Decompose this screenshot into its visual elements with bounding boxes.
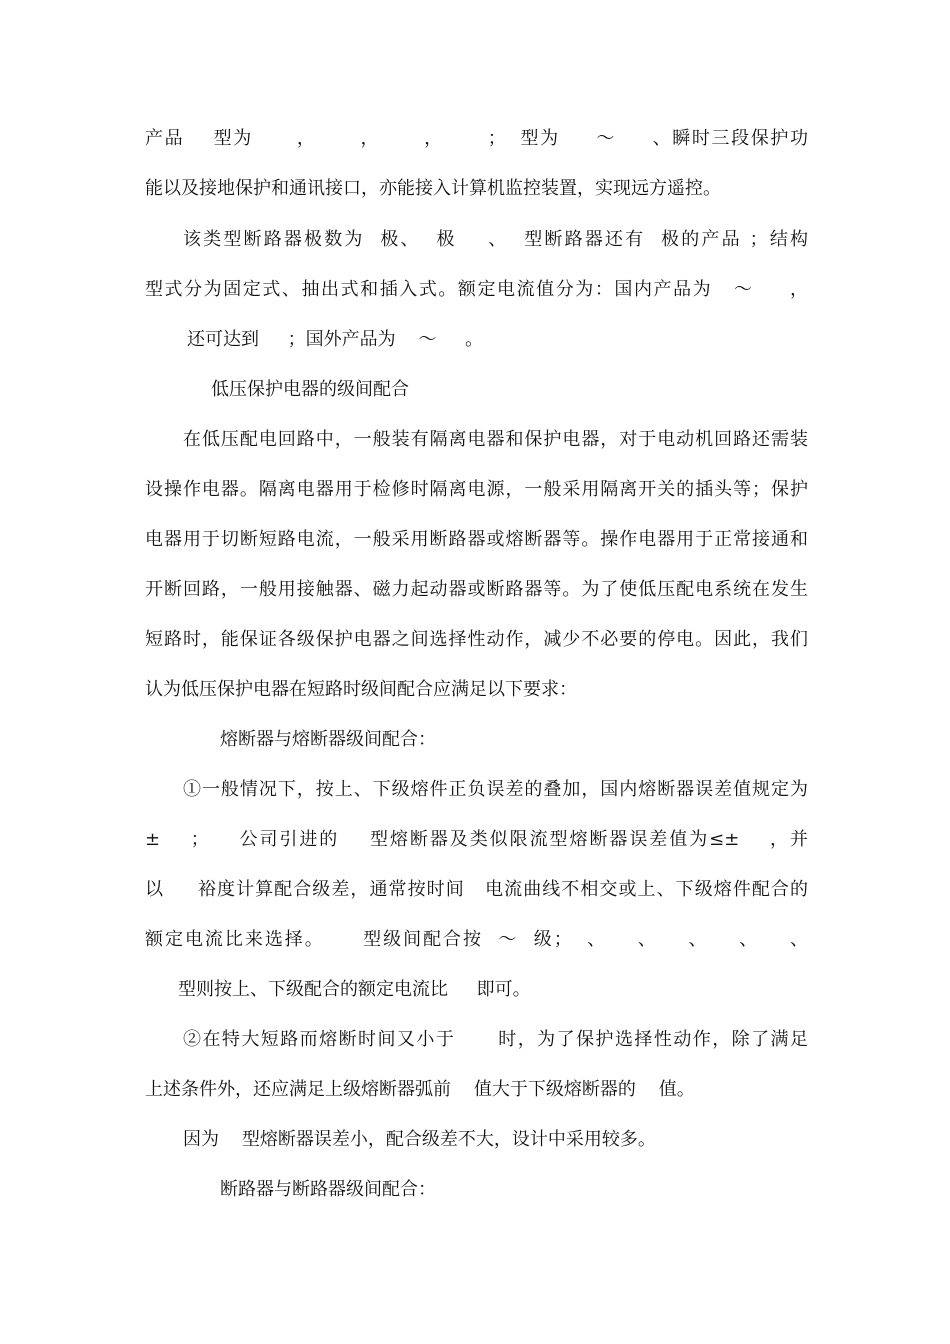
subsection-heading: 断路器与断路器级间配合： (220, 1179, 436, 1200)
paragraph-line: ②在特大短路而熔断时间又小于 时，为了保护选择性动作，除了满足 (183, 1029, 808, 1050)
paragraph-line: 产品 型为 ， ， ， ； 型为 ～ 、瞬时三段保护功 (145, 128, 808, 149)
paragraph-line: 能以及接地保护和通讯接口，亦能接入计算机监控装置，实现远方遥控。 (145, 178, 721, 199)
paragraph-line: 还可达到 ；国外产品为 ～ 。 (187, 329, 484, 350)
paragraph-line: 上述条件外，还应满足上级熔断器弧前 值大于下级熔断器的 值。 (145, 1079, 695, 1100)
paragraph-line: 设操作电器。隔离电器用于检修时隔离电源，一般采用隔离开关的插头等；保护 (145, 479, 808, 500)
paragraph-line: 型式分为固定式、抽出式和插入式。额定电流值分为：国内产品为 ～ ， (145, 279, 808, 300)
paragraph-line: 开断回路，一般用接触器、磁力起动器或断路器等。为了使低压配电系统在发生 (145, 579, 808, 600)
paragraph-line: 电器用于切断短路电流，一般采用断路器或熔断器等。操作电器用于正常接通和 (145, 529, 808, 550)
paragraph-line: 该类型断路器极数为 极、 极 、 型断路器还有 极的产品 ；结构 (183, 229, 808, 250)
section-heading: 低压保护电器的级间配合 (211, 379, 409, 400)
paragraph-line: 以 裕度计算配合级差，通常按时间 电流曲线不相交或上、下级熔件配合的 (145, 879, 808, 900)
paragraph-line: ①一般情况下，按上、下级熔件正负误差的叠加，国内熔断器误差值规定为 (183, 779, 808, 800)
paragraph-line: 型则按上、下级配合的额定电流比 即可。 (178, 979, 531, 1000)
subsection-heading: 熔断器与熔断器级间配合： (220, 729, 436, 750)
paragraph-line: 因为 型熔断器误差小，配合级差不大，设计中采用较多。 (183, 1129, 656, 1150)
paragraph-line: 短路时，能保证各级保护电器之间选择性动作，减少不必要的停电。因此，我们 (145, 629, 808, 650)
paragraph-line: ± ； 公司引进的 型熔断器及类似限流型熔断器误差值为≤± ，并 (145, 829, 808, 850)
paragraph-line: 额定电流比来选择。 型级间配合按 ～ 级； 、 、 、 、 、 (145, 929, 808, 950)
paragraph-line: 认为低压保护电器在短路时级间配合应满足以下要求： (145, 679, 577, 700)
paragraph-line: 在低压配电回路中，一般装有隔离电器和保护电器，对于电动机回路还需装 (183, 429, 808, 450)
